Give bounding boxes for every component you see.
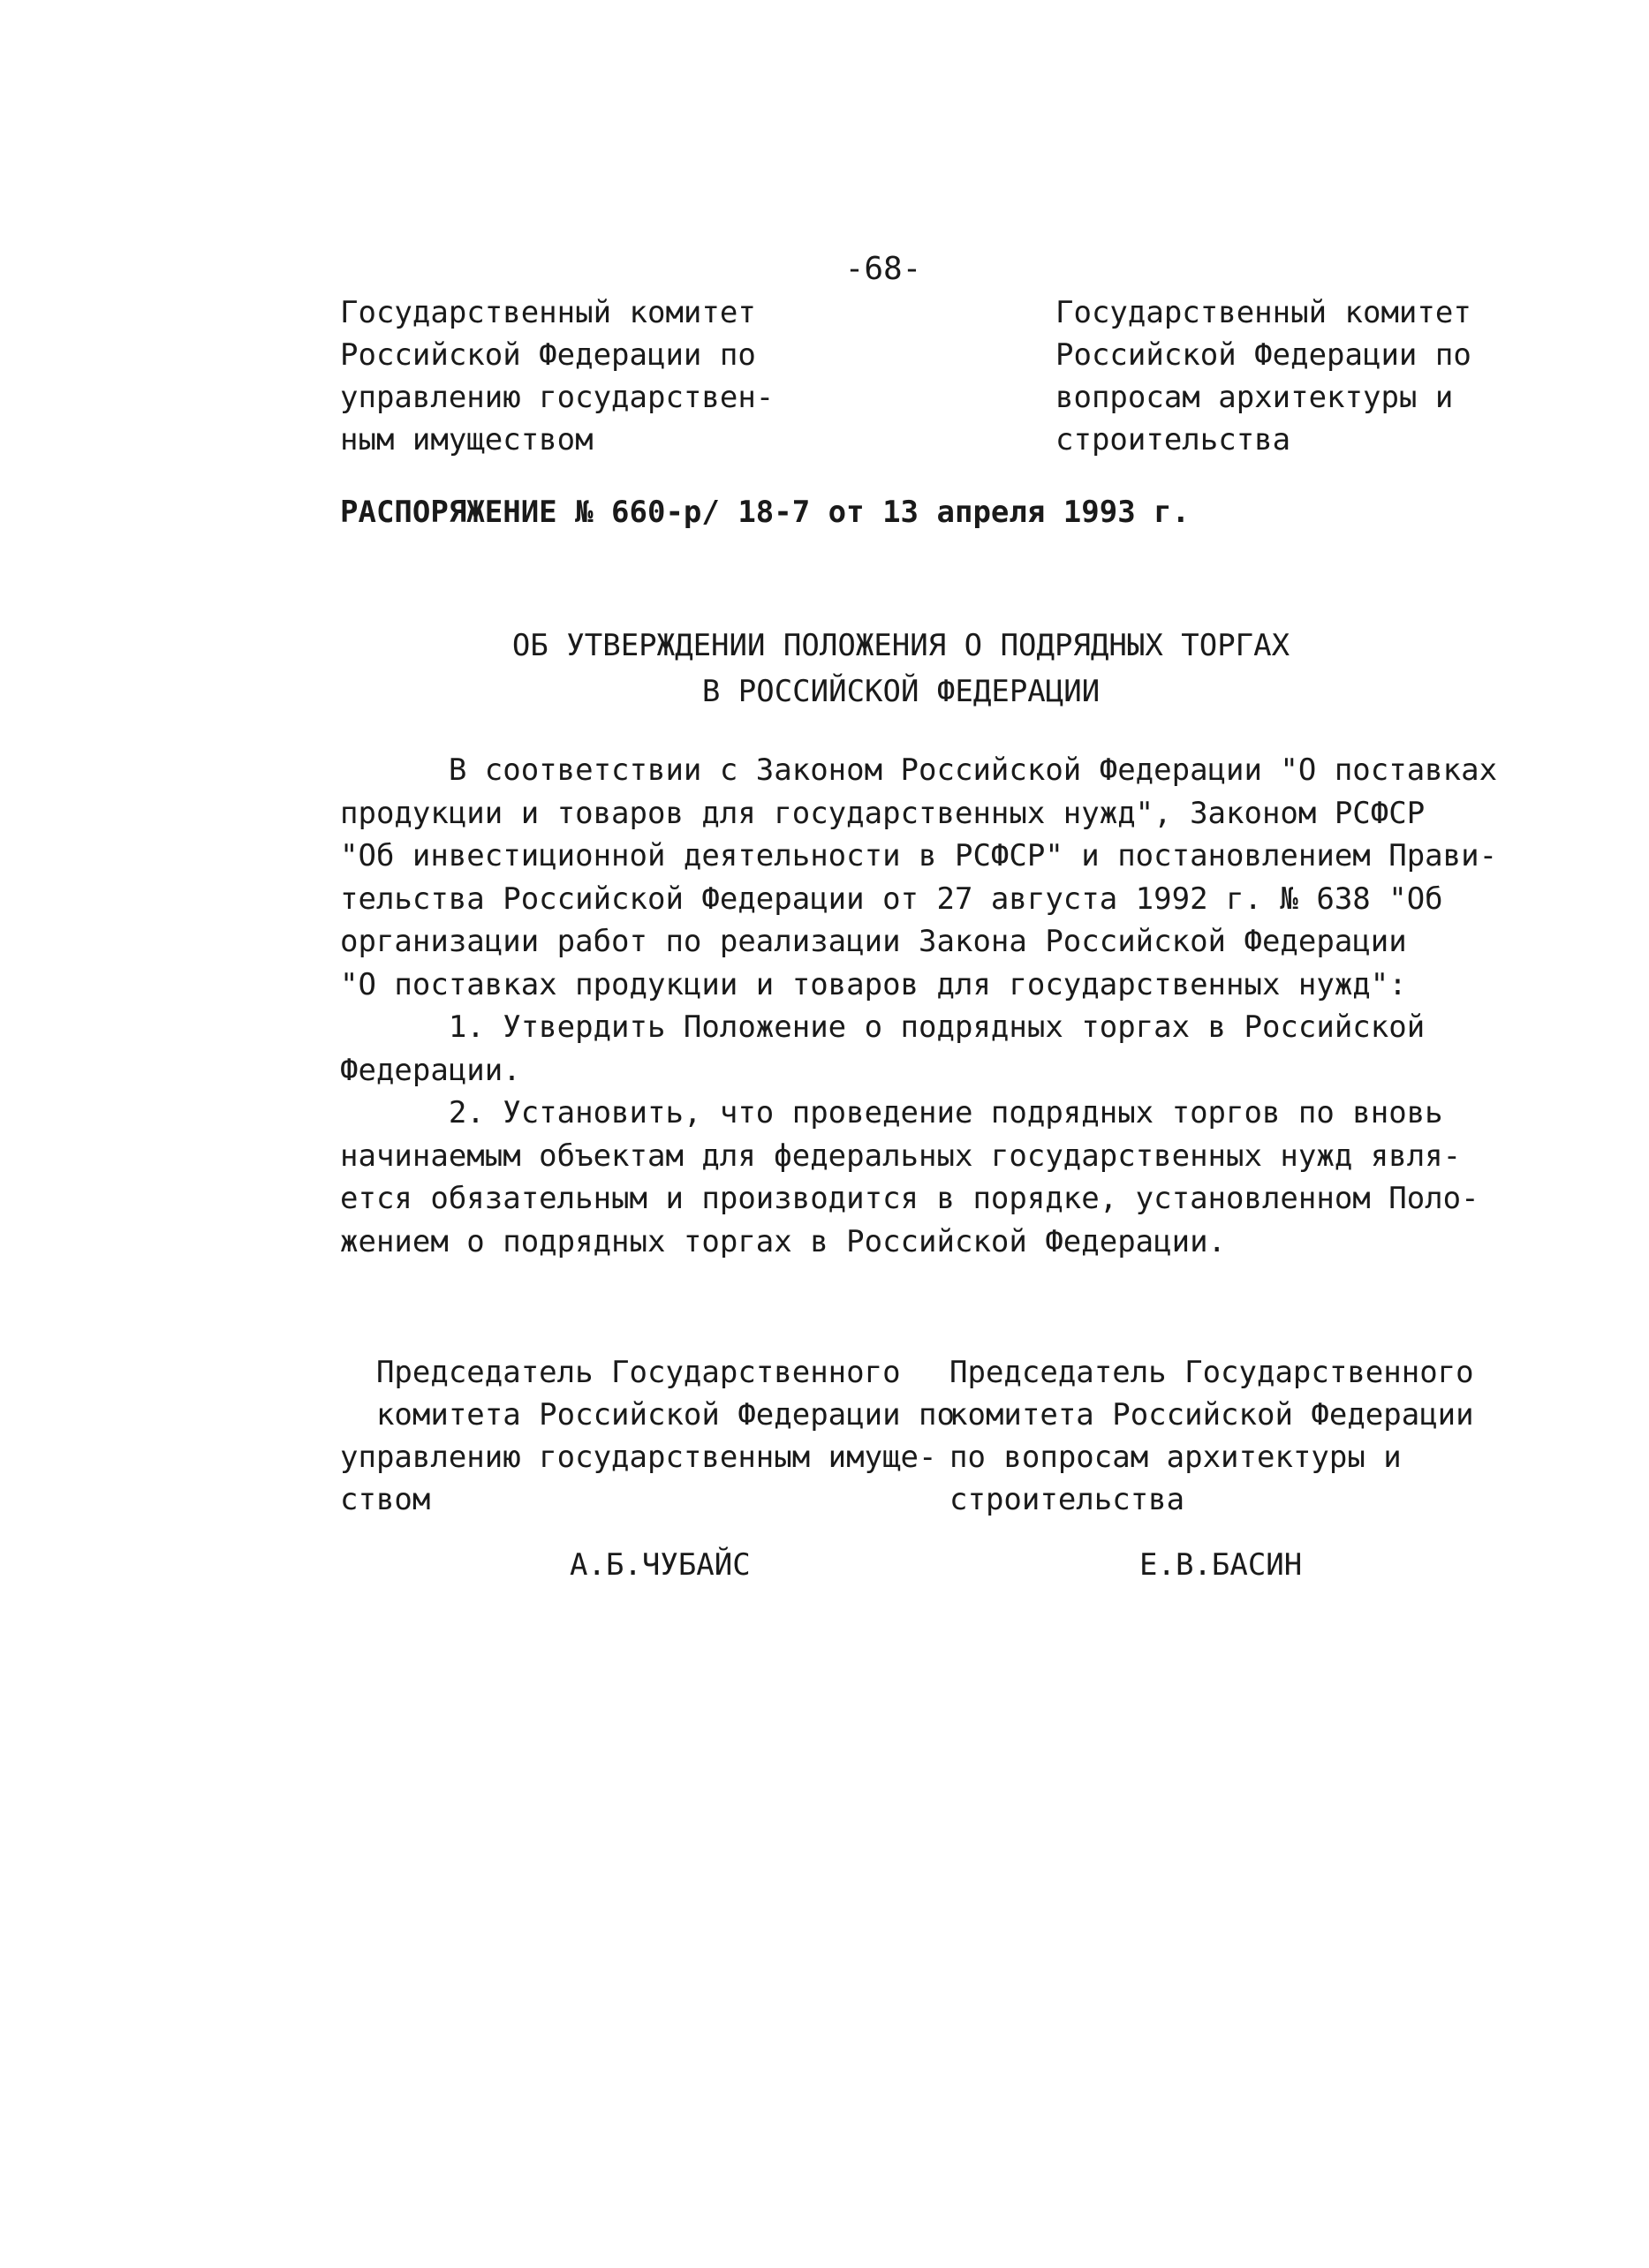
body-line: 1. Утвердить Положение о подрядных торгах в Российской xyxy=(340,1009,1426,1045)
order-number-line: РАСПОРЯЖЕНИЕ № 660-р/ 18-7 от 13 апреля 1993 г. xyxy=(340,495,1191,530)
header-left-committee xyxy=(340,291,835,461)
body-line: продукции и товаров для государственных нужд", Законом РСФСР xyxy=(340,795,1426,831)
signature-right-line: комитета Российской Федерации xyxy=(949,1397,1474,1433)
header-left-line: Российской Федерации по xyxy=(340,337,756,373)
header-right-committee xyxy=(1055,291,1550,461)
body-line: В соответствии с Законом Российской Федерации "О поставках xyxy=(340,752,1498,788)
signature-left-line: Председатель Государственного xyxy=(340,1355,901,1390)
signature-right-line: по вопросам архитектуры и xyxy=(949,1440,1402,1475)
header-left-line: Государственный комитет xyxy=(340,295,756,330)
document-title xyxy=(340,623,1462,714)
signature-left-line: управлению государственным имуще- xyxy=(340,1440,937,1475)
document-body xyxy=(340,749,1498,1263)
body-line: ется обязательным и производится в порядке, установленном Поло- xyxy=(340,1181,1479,1216)
body-line: "О поставках продукции и товаров для государственных нужд": xyxy=(340,966,1407,1002)
body-line: Федерации. xyxy=(340,1052,521,1088)
header-right-line: Российской Федерации по xyxy=(1055,337,1471,373)
header-left-line: ным имуществом xyxy=(340,422,594,457)
body-line: организации работ по реализации Закона Российской Федерации xyxy=(340,924,1407,959)
signature-left-line: комитета Российской Федерации по xyxy=(340,1397,955,1433)
signature-right-line: строительства xyxy=(949,1482,1185,1517)
body-line: тельства Российской Федерации от 27 августа 1992 г. № 638 "Об xyxy=(340,881,1443,917)
header-right-line: Государственный комитет xyxy=(1055,295,1471,330)
title-line: ОБ УТВЕРЖДЕНИИ ПОЛОЖЕНИЯ О ПОДРЯДНЫХ ТОРГАХ xyxy=(511,628,1290,663)
body-line: "Об инвестиционной деятельности в РСФСР" и постановлением Прави- xyxy=(340,838,1498,873)
signature-block-left xyxy=(340,1351,958,1521)
page-number: -68- xyxy=(844,251,922,287)
body-line: начинаемым объектам для федеральных государственных нужд явля- xyxy=(340,1138,1462,1174)
signature-left-line: ством xyxy=(340,1482,431,1517)
signatory-name-right: Е.В.БАСИН xyxy=(1139,1547,1303,1583)
body-line: жением о подрядных торгах в Российской Федерации. xyxy=(340,1223,1227,1259)
signature-block-right xyxy=(949,1351,1532,1521)
body-line: 2. Установить, что проведение подрядных торгов по вновь xyxy=(340,1095,1443,1130)
title-line: В РОССИЙСКОЙ ФЕДЕРАЦИИ xyxy=(701,674,1101,709)
header-left-line: управлению государствен- xyxy=(340,380,775,415)
header-right-line: вопросам архитектуры и xyxy=(1055,380,1454,415)
signatory-name-left: А.Б.ЧУБАЙС xyxy=(570,1547,751,1583)
header-right-line: строительства xyxy=(1055,422,1291,457)
signature-right-line: Председатель Государственного xyxy=(949,1355,1474,1390)
